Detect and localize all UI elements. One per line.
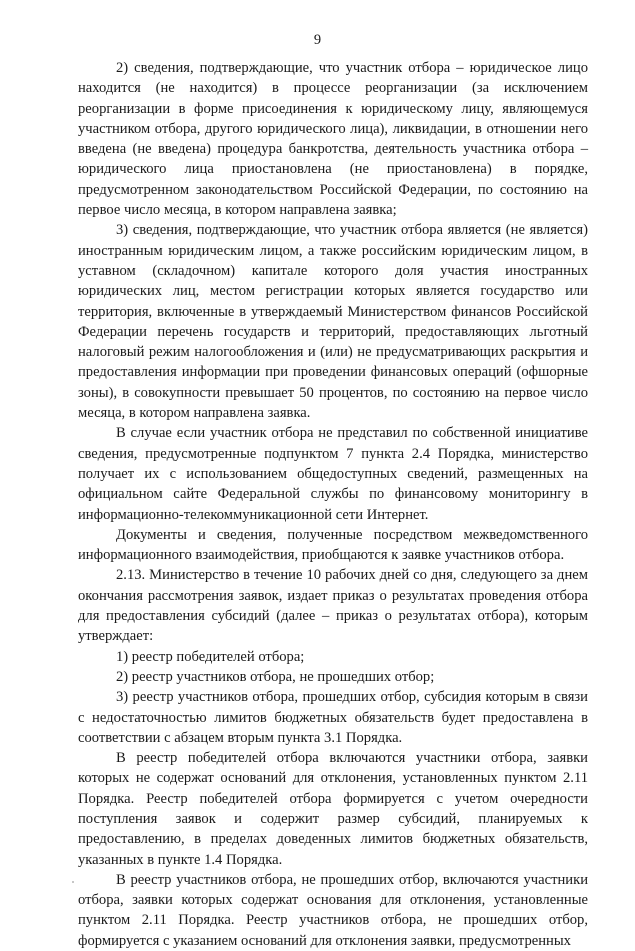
list-item-limit-registry: 3) реестр участников отбора, прошедших отбор, субсидия которым в связи с недостаточностью лимитов бюджетных обязательств будет предоставлена в соответствии с абзацем вторым пункта 3.1 Порядка. [78, 689, 588, 746]
paragraph-ministry-obtains-info: В случае если участник отбора не представил по собственной инициативе сведения, предусмотренные подпунктом 7 пункта 2.4 Порядка, министерство получает их с использованием общедоступных сведений, размещенных на официальном сайте Федеральной службы по финансовому мониторингу в информационно-телекоммуникационной сети Интернет. [78, 425, 588, 523]
list-item-rejected-registry: 2) реестр участников отбора, не прошедших отбор; [116, 668, 435, 685]
paragraph-item-2-bankruptcy-info: 2) сведения, подтверждающие, что участник отбора – юридическое лицо находится (не находится) в процессе реорганизации (за исключением реорганизации в форме присоединения к юридическому лицу, являющемуся участником отбора, другого юридического лица), ликвидации, в отношении него введена (не введена) процедура банкротства, деятельность участника отбора – юридического лица приостановлена (не приостановлена) в порядке, предусмотренном законодательством Российской Федерации, по состоянию на первое число месяца, в котором направлена заявка; [78, 60, 588, 219]
paragraph-rejected-registry-rules: В реестр участников отбора, не прошедших отбор, включаются участники отбора, заявки которых содержат основания для отклонения, установленные пунктом 2.11 Порядка. Реестр участников отбора, не прошедших отбор, формируется с указанием оснований для отклонения заявки, предусмотренных [78, 871, 588, 949]
page-number: 9 [313, 32, 322, 48]
list-item-winners-registry: 1) реестр победителей отбора; [116, 648, 305, 665]
document-body [78, 58, 588, 951]
paragraph-section-2-13: 2.13. Министерство в течение 10 рабочих дней со дня, следующего за днем окончания рассмотрения заявок, издает приказ о результатах проведения отбора для предоставления субсидий (далее – приказ о результатах отбора), которым утверждает: [78, 567, 588, 645]
paragraph-item-3-foreign-entity-info: 3) сведения, подтверждающие, что участник отбора является (не является) иностранным юридическим лицом, а также российским юридическим лицом, в уставном (складочном) капитале которого доля участия иностранных юридических лиц, местом регистрации которых является государство или территория, включенные в утверждаемый Министерством финансов Российской Федерации перечень государств и территорий, предоставляющих льготный налоговый режим налогообложения и (или) не предусматривающих раскрытия и предоставления информации при проведении финансовых операций (офшорные зоны), в совокупности превышает 50 процентов, по состоянию на первое число месяца, в котором направлена заявка. [78, 222, 588, 422]
paragraph-winners-registry-rules: В реестр победителей отбора включаются участники отбора, заявки которых не содержат оснований для отклонения, установленных пунктом 2.11 Порядка. Реестр победителей отбора формируется с учетом очередности поступления заявок и содержит размер субсидий, планируемых к предоставлению, в пределах доведенных лимитов бюджетных обязательств, указанных в пункте 1.4 Порядка. [78, 750, 588, 868]
paragraph-interagency-documents: Документы и сведения, полученные посредством межведомственного информационного взаимодействия, приобщаются к заявке участников отбора. [78, 526, 588, 564]
scan-speck [72, 881, 74, 883]
